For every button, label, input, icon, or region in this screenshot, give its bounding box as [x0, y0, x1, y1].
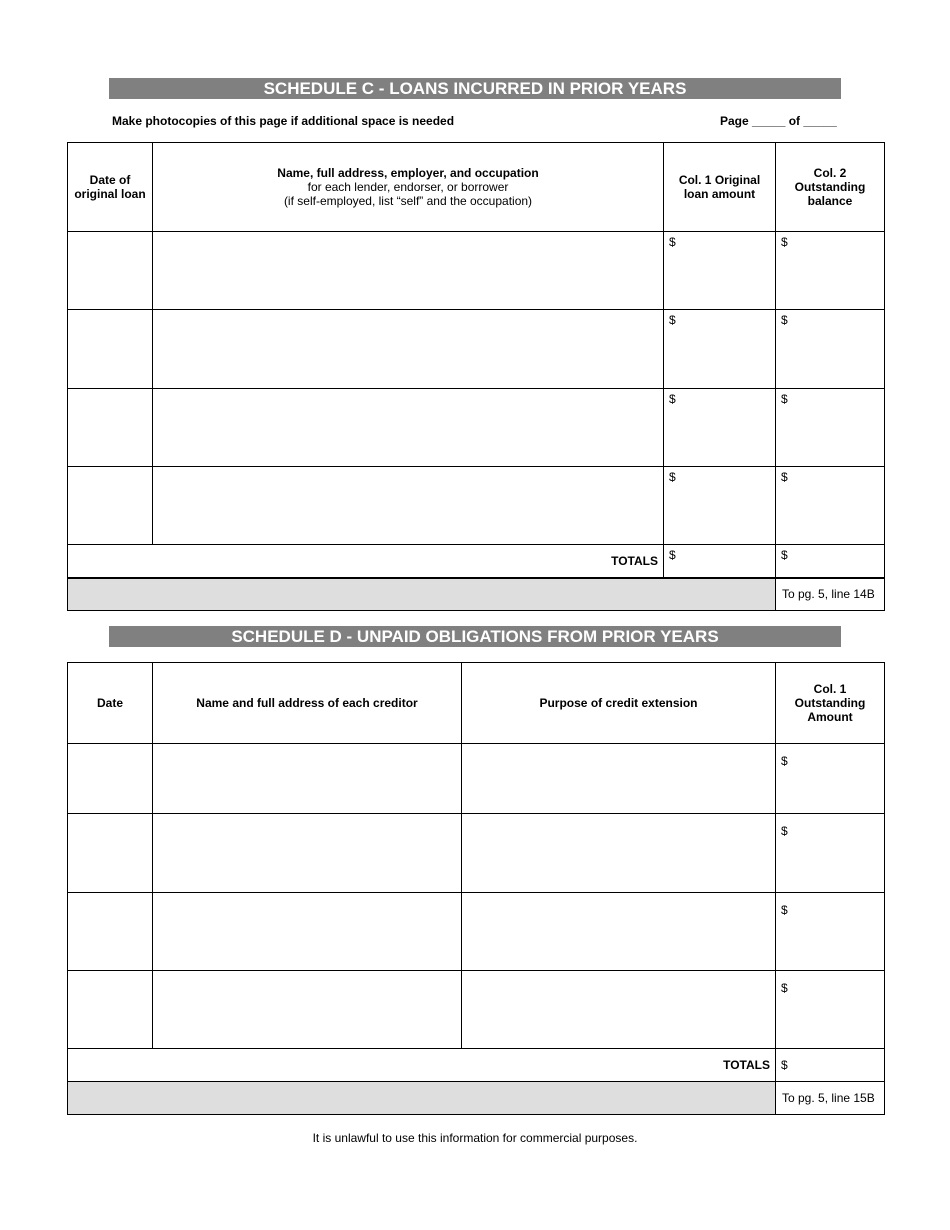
shaded-cell	[68, 1082, 776, 1115]
total-original-amount-field[interactable]: $	[664, 545, 776, 578]
header-outstanding-balance: Col. 2 Outstanding balance	[776, 143, 885, 232]
header-purpose: Purpose of credit extension	[462, 663, 776, 744]
schedule-d-title: SCHEDULE D - UNPAID OBLIGATIONS FROM PRIOR YEARS	[109, 626, 841, 647]
outstanding-amount-field[interactable]: $	[776, 893, 885, 971]
carry-forward-row	[68, 578, 885, 611]
purpose-field[interactable]	[462, 744, 776, 814]
date-field[interactable]	[68, 389, 153, 467]
lender-info-field[interactable]	[153, 232, 664, 310]
date-field[interactable]	[68, 310, 153, 389]
table-row	[68, 467, 885, 545]
creditor-field[interactable]	[153, 744, 462, 814]
header-creditor: Name and full address of each creditor	[153, 663, 462, 744]
totals-label: TOTALS	[68, 545, 664, 578]
totals-row	[68, 545, 885, 578]
to-page-note: To pg. 5, line 15B	[776, 1082, 885, 1115]
schedule-c-header-row	[68, 143, 885, 232]
outstanding-amount-field[interactable]: $	[776, 971, 885, 1049]
schedule-d-table	[67, 662, 885, 1115]
original-amount-field[interactable]: $	[664, 389, 776, 467]
original-amount-field[interactable]: $	[664, 310, 776, 389]
date-field[interactable]	[68, 893, 153, 971]
creditor-field[interactable]	[153, 814, 462, 893]
page-of-label: Page _____ of _____	[720, 114, 837, 128]
header-lender-line1: Name, full address, employer, and occupation	[277, 166, 539, 180]
original-amount-field[interactable]: $	[664, 232, 776, 310]
date-field[interactable]	[68, 971, 153, 1049]
table-row	[68, 744, 885, 814]
outstanding-balance-field[interactable]: $	[776, 232, 885, 310]
totals-label: TOTALS	[68, 1049, 776, 1082]
commercial-use-notice: It is unlawful to use this information for commercial purposes.	[312, 1131, 638, 1145]
date-field[interactable]	[68, 814, 153, 893]
creditor-field[interactable]	[153, 893, 462, 971]
table-row	[68, 310, 885, 389]
header-date-of-loan: Date of original loan	[68, 143, 153, 232]
lender-info-field[interactable]	[153, 467, 664, 545]
header-lender-info	[153, 143, 664, 232]
table-row	[68, 814, 885, 893]
lender-info-field[interactable]	[153, 389, 664, 467]
purpose-field[interactable]	[462, 971, 776, 1049]
purpose-field[interactable]	[462, 893, 776, 971]
table-row	[68, 971, 885, 1049]
total-outstanding-balance-field[interactable]: $	[776, 545, 885, 578]
outstanding-balance-field[interactable]: $	[776, 310, 885, 389]
table-row	[68, 232, 885, 310]
schedule-c-table	[67, 142, 885, 611]
date-field[interactable]	[68, 467, 153, 545]
shaded-cell	[68, 578, 776, 611]
schedule-d-header-row	[68, 663, 885, 744]
lender-info-field[interactable]	[153, 310, 664, 389]
purpose-field[interactable]	[462, 814, 776, 893]
creditor-field[interactable]	[153, 971, 462, 1049]
outstanding-balance-field[interactable]: $	[776, 467, 885, 545]
original-amount-field[interactable]: $	[664, 467, 776, 545]
header-date: Date	[68, 663, 153, 744]
outstanding-amount-field[interactable]: $	[776, 814, 885, 893]
header-lender-line3: (if self-employed, list “self” and the occupation)	[283, 194, 533, 208]
totals-row	[68, 1049, 885, 1082]
header-outstanding-amount: Col. 1 Outstanding Amount	[776, 663, 885, 744]
header-lender-line2: for each lender, endorser, or borrower	[307, 180, 509, 194]
date-field[interactable]	[68, 744, 153, 814]
total-outstanding-amount-field[interactable]: $	[776, 1049, 885, 1082]
outstanding-amount-field[interactable]: $	[776, 744, 885, 814]
table-row	[68, 893, 885, 971]
photocopy-instruction: Make photocopies of this page if additional space is needed	[112, 114, 455, 128]
carry-forward-row	[68, 1082, 885, 1115]
schedule-c-title: SCHEDULE C - LOANS INCURRED IN PRIOR YEARS	[109, 78, 841, 99]
date-field[interactable]	[68, 232, 153, 310]
header-original-amount: Col. 1 Original loan amount	[664, 143, 776, 232]
to-page-note: To pg. 5, line 14B	[776, 578, 885, 611]
outstanding-balance-field[interactable]: $	[776, 389, 885, 467]
table-row	[68, 389, 885, 467]
